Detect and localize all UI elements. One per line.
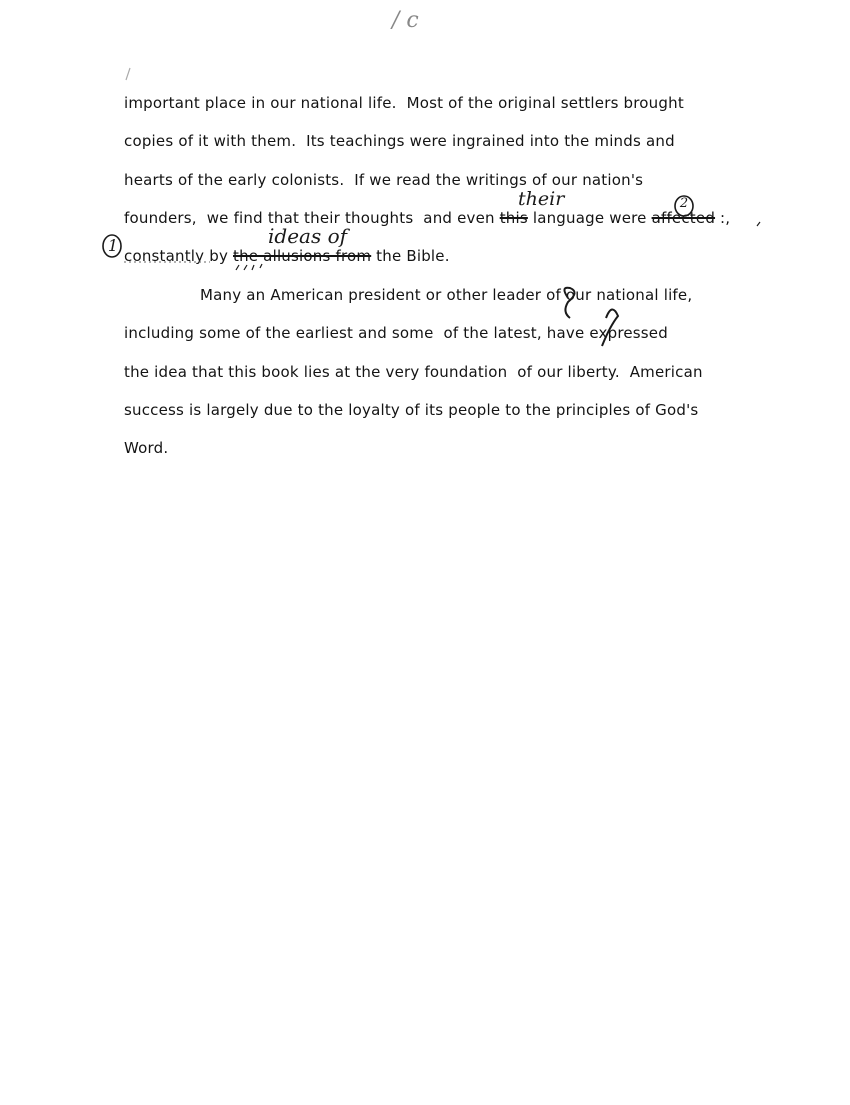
stray-mark	[126, 68, 130, 80]
circled-number-2: 2	[679, 196, 689, 211]
struck-word-this: this	[499, 209, 528, 227]
text-line-2: copies of it with them. Its teachings were ingrained into the minds and	[124, 132, 675, 150]
handwritten-their: their	[518, 188, 565, 210]
struck-word-affected: affected	[651, 209, 716, 227]
text-line-6: Many an American president or other leader of our national life,	[200, 286, 693, 304]
text-line-8: the idea that this book lies at the very foundation of our liberty. American	[124, 363, 703, 381]
line5-part-b: the Bible.	[371, 247, 450, 265]
handwritten-ideas-of: ideas of	[268, 224, 348, 248]
text-line-10: Word.	[124, 439, 169, 457]
text-line-9: success is largely due to the loyalty of its people to the principles of God's	[124, 401, 699, 419]
line5-part-a: constantly by	[124, 247, 233, 265]
line4-part-a: founders, we find that their thoughts and even	[124, 209, 500, 227]
text-line-7: including some of the earliest and some of the latest, have expressed	[124, 324, 668, 342]
circled-number-1: 1	[107, 236, 119, 255]
text-line-3: hearts of the early colonists. If we read the writings of our nation's	[124, 171, 644, 189]
text-line-1: important place in our national life. Most of the original settlers brought	[124, 94, 684, 112]
page-corner-mark: / c	[392, 8, 419, 33]
text-line-5	[124, 247, 450, 265]
line4-part-c: :,	[715, 209, 731, 227]
line4-part-b: language were	[527, 209, 652, 227]
struck-phrase: the allusions from	[233, 247, 372, 265]
tick-mark	[757, 222, 760, 226]
text-line-4	[124, 209, 730, 227]
